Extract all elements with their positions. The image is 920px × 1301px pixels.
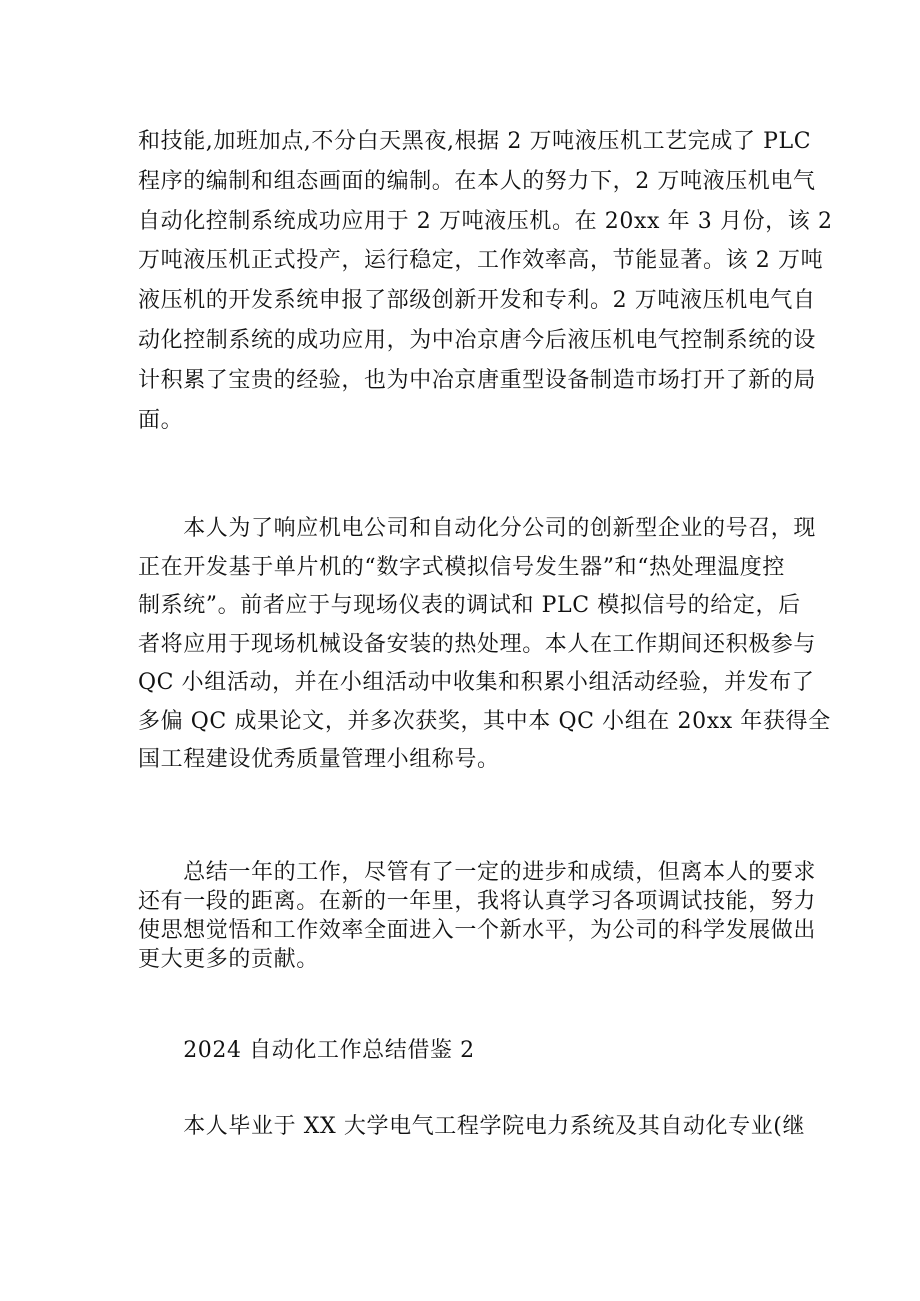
text-line: 更大更多的贡献。 bbox=[138, 947, 319, 972]
text-line: 总结一年的工作，尽管有了一定的进步和成绩，但离本人的要求 bbox=[138, 860, 817, 885]
text-line: 动化控制系统的成功应用，为中冶京唐今后液压机电气控制系统的设 bbox=[138, 327, 817, 353]
text-line: 液压机的开发系统申报了部级创新开发和专利。2 万吨液压机电气自 bbox=[138, 288, 816, 314]
text-line: 本人毕业于 XX 大学电气工程学院电力系统及其自动化专业(继 bbox=[138, 1114, 806, 1139]
text-line: 面。 bbox=[138, 407, 184, 433]
text-line: 正在开发基于单片机的“数字式模拟信号发生器”和“热处理温度控 bbox=[138, 554, 785, 580]
text-line: 者将应用于现场机械设备安装的热处理。本人在工作期间还积极参与 bbox=[138, 631, 817, 657]
text-line: 万吨液压机正式投产，运行稳定，工作效率高，节能显著。该 2 万吨 bbox=[138, 248, 824, 274]
text-line: 和技能,加班加点,不分白天黑夜,根据 2 万吨液压机工艺完成了 PLC bbox=[138, 129, 812, 154]
heading-text: 2024 自动化工作总结借鉴 2 bbox=[138, 1038, 475, 1063]
text-line: 国工程建设优秀质量管理小组称号。 bbox=[138, 747, 500, 772]
text-line: 计积累了宝贵的经验，也为中冶京唐重型设备制造市场打开了新的局 bbox=[138, 367, 817, 393]
text-line: 自动化控制系统成功应用于 2 万吨液压机。在 20xx 年 3 月份，该 2 bbox=[138, 208, 833, 234]
text-line: 本人为了响应机电公司和自动化分公司的创新型企业的号召，现 bbox=[138, 516, 817, 541]
text-line: 使思想觉悟和工作效率全面进入一个新水平，为公司的科学发展做出 bbox=[138, 918, 817, 943]
text-line: 还有一段的距离。在新的一年里，我将认真学习各项调试技能，努力 bbox=[138, 889, 817, 914]
paragraph-achievement bbox=[138, 122, 833, 440]
paragraph-innovation bbox=[138, 510, 831, 780]
text-line: 程序的编制和组态画面的编制。在本人的努力下，2 万吨液压机电气 bbox=[138, 168, 816, 194]
section-heading bbox=[138, 1036, 785, 1065]
text-line: QC 小组活动，并在小组活动中收集和积累小组活动经验，并发布了 bbox=[138, 670, 815, 695]
text-line: 多偏 QC 成果论文，并多次获奖，其中本 QC 小组在 20xx 年获得全 bbox=[138, 708, 831, 734]
paragraph-summary bbox=[138, 858, 817, 974]
paragraph-intro bbox=[138, 1112, 806, 1141]
text-line: 制系统”。前者应于与现场仪表的调试和 PLC 模拟信号的给定，后 bbox=[138, 593, 801, 618]
